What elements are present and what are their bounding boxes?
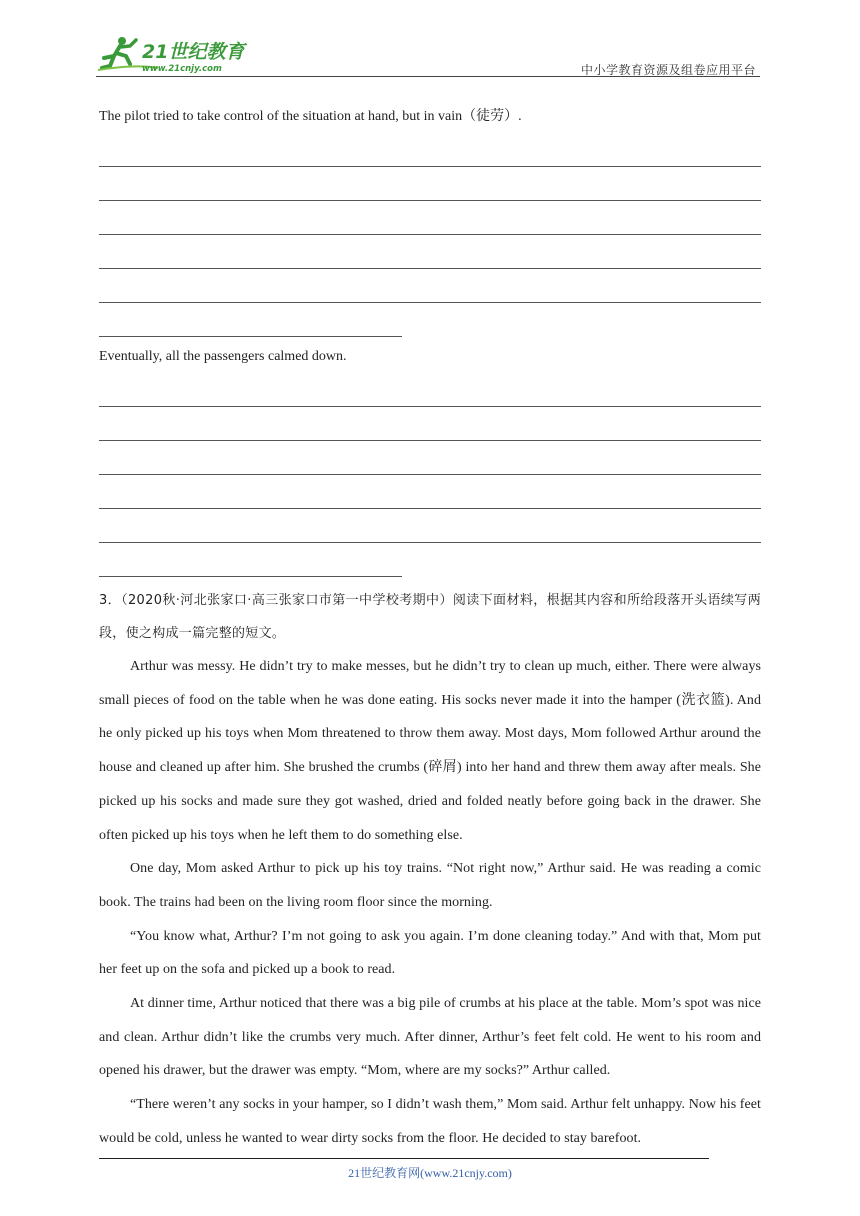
answer-line[interactable]	[99, 202, 761, 236]
story-paragraph: At dinner time, Arthur noticed that there was a big pile of crumbs at his place at the table. Mom’s spot was nice and clean. Arthur didn’t like the crumbs very much. After dinner, Arthur’s feet felt cold. He went to his room and opened his drawer, but the drawer was empty. “Mom, where are my socks?” Arthur called.	[99, 996, 761, 1079]
svg-text:21世纪教育: 21世纪教育	[142, 41, 245, 63]
page-header	[96, 30, 760, 78]
document-body	[99, 100, 761, 1156]
story-paragraph: Arthur was messy. He didn’t try to make messes, but he didn’t try to clean up much, either. There were always small pieces of food on the table when he was done eating. His socks never made it into the hamper (洗衣篮). And he only picked up his toys when Mom threatened to throw them away. Most days, Mom followed Arthur around the house and cleaned up after him. She brushed the crumbs (碎屑) into her hand and threw them away after meals. She picked up his socks and made sure they got washed, dried and folded neatly before going back in the drawer. She often picked up his toys when he left them to do something else.	[99, 659, 761, 843]
story-paragraph: “You know what, Arthur? I’m not going to ask you again. I’m done cleaning today.” And with that, Mom put her feet up on the sofa and picked up a book to read.	[99, 928, 761, 978]
answer-line[interactable]	[99, 442, 761, 476]
question-3-header: 3．（2020秋·河北张家口·高三张家口市第一中学校考期中）阅读下面材料，根据其内容和所给段落开头语续写两段，使之构成一篇完整的短文。	[99, 593, 761, 641]
prompt-sentence-1: The pilot tried to take control of the situation at hand, but in vain（徒劳）.	[99, 109, 522, 124]
prompt-sentence-2: Eventually, all the passengers calmed down.	[99, 349, 347, 364]
answer-line[interactable]	[99, 270, 761, 304]
answer-line-short[interactable]	[99, 544, 761, 578]
brand-logo	[96, 34, 256, 74]
footer-site-link[interactable]: 21世纪教育网(www.21cnjy.com)	[348, 1166, 512, 1180]
answer-line[interactable]	[99, 374, 761, 408]
header-tagline: 中小学教育资源及组卷应用平台	[580, 63, 756, 77]
answer-line[interactable]	[99, 134, 761, 168]
answer-line[interactable]	[99, 476, 761, 510]
story-paragraph: “There weren’t any socks in your hamper, so I didn’t wash them,” Mom said. Arthur felt unhappy. Now his feet would be cold, unless he wanted to wear dirty socks from the floor. He decided to stay barefoot.	[99, 1097, 761, 1146]
svg-text:www.21cnjy.com: www.21cnjy.com	[142, 64, 222, 74]
answer-line[interactable]	[99, 408, 761, 442]
answer-line[interactable]	[99, 510, 761, 544]
story-paragraph: One day, Mom asked Arthur to pick up his toy trains. “Not right now,” Arthur said. He was reading a comic book. The trains had been on the living room floor since the morning.	[99, 861, 761, 910]
runner-logo-icon	[96, 34, 256, 74]
answer-line[interactable]	[99, 236, 761, 270]
answer-line[interactable]	[99, 168, 761, 202]
header-divider	[96, 76, 760, 77]
footer-divider	[99, 1158, 709, 1159]
answer-line-short[interactable]	[99, 304, 761, 338]
